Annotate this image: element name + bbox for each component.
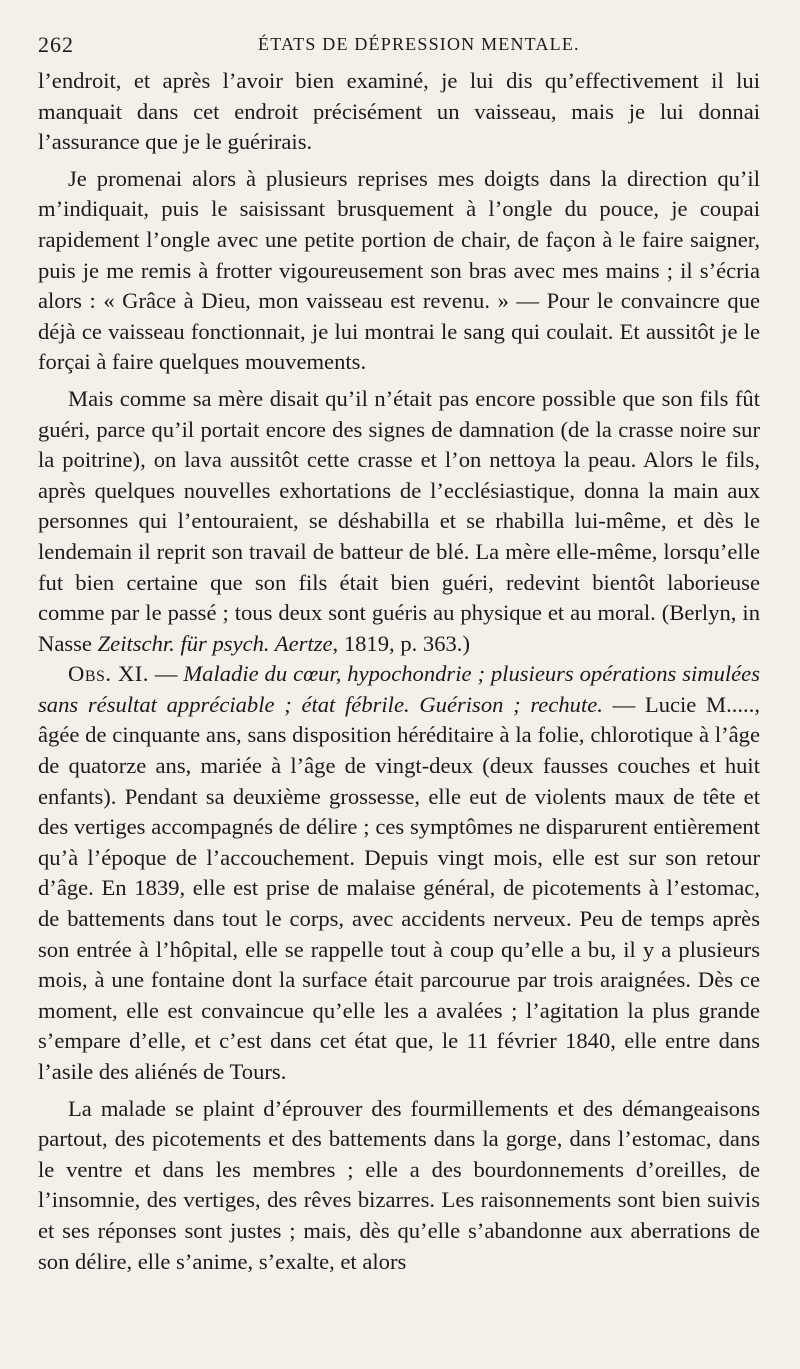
observation-title: Maladie du cœur, hypochondrie ; plusieurs opérations simulées sans résultat appréciable ; état fébrile. Guérison ; rechute. — [38, 661, 761, 717]
page-header — [38, 30, 760, 66]
citation-tail: , 1819, p. 363.) — [332, 630, 470, 656]
observation-body: — Lucie M....., âgée de cinquante ans, sans disposition héréditaire à la folie, chlorotique à l’âge de quatorze ans, mariée à l’âge de vingt-deux (deux fausses couches et huit enfants). Pendant sa deuxième grossesse, elle eut de violents maux de tête et des vertiges accompagnés de délire ; ces symptômes ne disparurent entièrement qu’à l’époque de l’accouchement. Depuis vingt mois, elle est sur son retour d’âge. En 1839, elle est prise de malaise général, de picotements à l’estomac, de battements dans tout le corps, avec accidents nerveux. Peu de temps après son entrée à l’hôpital, elle se rappelle tout à coup qu’elle a bu, il y a plusieurs mois, à une fontaine dont la surface était parcourue par trois araignées. Dès ce moment, elle est convaincue qu’elle les a avalées ; l’agitation la plus grande s’empare d’elle, et c’est dans cet état que, le 11 février 1840, elle entre dans l’asile des aliénés de Tours. — [38, 691, 760, 1084]
page-body — [38, 66, 760, 1277]
observation-paragraph — [38, 659, 760, 1087]
paragraph-continued: l’endroit, et après l’avoir bien examiné, je lui dis qu’effectivement il lui manquait dans cet endroit précisément un vaisseau, mais je lui donnai l’assurance que je le guérirais. — [38, 68, 760, 155]
citation-journal: Zeitschr. für psych. Aertze — [97, 630, 333, 656]
running-title: ÉTATS DE DÉPRESSION MENTALE. — [258, 34, 580, 54]
observation-label: Obs. XI. — [68, 661, 149, 687]
paragraph-symptoms: La malade se plaint d’éprouver des fourmillements et des démangeaisons partout, des picotements et des battements dans la gorge, dans l’estomac, dans le ventre et dans les membres ; elle a des bourdonnements d’oreilles, de l’insomnie, des vertiges, des rêves bizarres. Les raisonnements sont bien suivis et ses réponses sont justes ; mais, dès qu’elle s’abandonne aux aberrations de son délire, elle s’anime, s’exalte, et alors — [38, 1095, 760, 1274]
observation-dash: — — [148, 661, 184, 687]
paragraph-vessel: Je promenai alors à plusieurs reprises mes doigts dans la direction qu’il m’indiquait, puis le saisissant brusquement à l’ongle du pouce, je coupai rapidement l’ongle avec une petite portion de chair, de façon à le faire saigner, puis je me remis à frotter vigoureusement son bras avec mes mains ; il s’écria alors : « Grâce à Dieu, mon vaisseau est revenu. » — Pour le convaincre que déjà ce vaisseau fonctionnait, je lui montrai le sang qui coulait. Et aussitôt je le forçai à faire quelques mouvements. — [38, 165, 760, 375]
paragraph-mother — [38, 384, 760, 659]
page-number: 262 — [38, 32, 74, 57]
paragraph-mother-text: Mais comme sa mère disait qu’il n’était pas encore possible que son fils fût guéri, parce qu’il portait encore des signes de damnation (de la crasse noire sur la poitrine), on lava aussitôt cette crasse et l’on nettoya la peau. Alors le fils, après quelques nouvelles exhortations de l’ecclésiastique, donna la main aux personnes qui l’entouraient, se déshabilla et se rhabilla lui-même, et dès le lendemain il reprit son travail de batteur de blé. La mère elle-même, lorsqu’elle fut bien certaine que son fils était bien guéri, redevint bientôt laborieuse comme par le passé ; tous deux sont guéris au physique et au moral. (Berlyn, in Nasse — [38, 385, 760, 656]
